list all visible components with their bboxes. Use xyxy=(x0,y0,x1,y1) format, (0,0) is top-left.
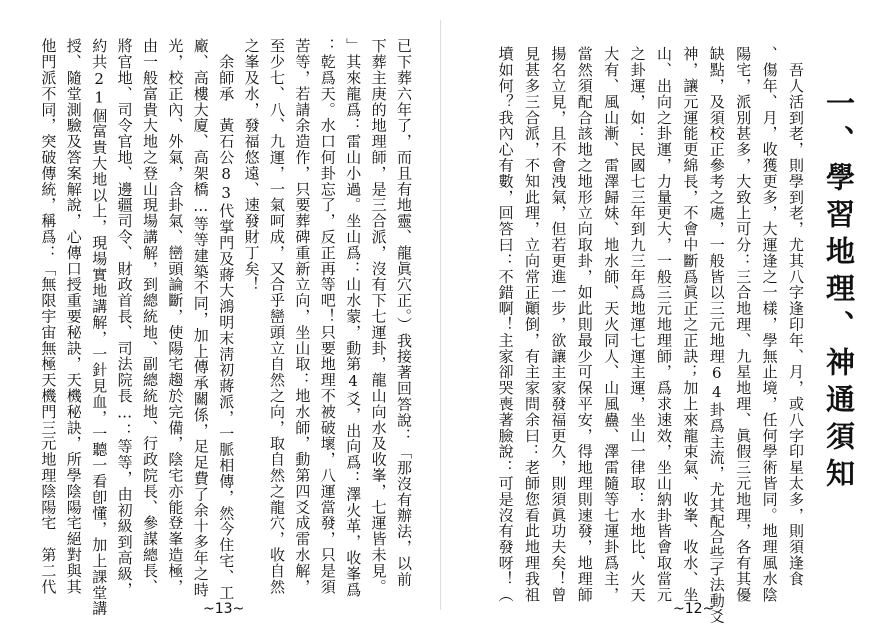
text-column: 揚名立見，且不會洩氣，但若更進一步，欲讓主家發福更久，則須眞功夫矣！曾 xyxy=(549,46,568,603)
text-column: 約共21個富貴大地以上，現場實地講解，一針見血，一聽一看卽懂，加上課堂講 xyxy=(90,38,109,617)
page-number: ~13~ xyxy=(203,601,245,617)
text-column: 吾人活到老，則學到老，尤其八字逢印年、月，或八字印星太多，則須逢食 xyxy=(787,46,805,587)
text-column: 當然須配合該地之地形立向取卦，如此則最少可保平安，得地理則速發，地理師 xyxy=(575,46,594,603)
text-column: 缺點，及須校正參考之處，一般皆以三元地理64卦爲主流，尤其配合些孑法動爻 xyxy=(707,46,726,625)
text-column: 已下葬六年了，而且有地靈、龍眞穴正。）我接著回答說：「那沒有辦法，以前 xyxy=(395,38,413,587)
text-column: 光，校正內、外氣，含卦氣、巒頭論斷，使陽宅趨於完備，陰宅亦能登峯造極， xyxy=(166,38,185,595)
text-column: 墳如何？我內心有數，回答曰：不錯啊！主家卻哭喪著臉說：可是沒有發呀！（ xyxy=(496,46,515,603)
text-column: 至少七、八、九運，一氣呵成，又合乎巒頭立自然之向，取自然之龍穴，收自然 xyxy=(268,38,286,595)
text-column: 他門派不同，突破傳統，稱爲：「無限宇宙無極天機門三元地理陰陽宅 第二代 xyxy=(39,38,58,595)
section-title: 一、學習地理、神通須知 xyxy=(822,88,856,495)
text-column: ：乾爲天。水口何卦忘了，反正再等吧！只要地理不被破壞，八運當發，只是須 xyxy=(318,38,337,595)
text-column: 由一般富貴大地之登山現場講解，到總統地、副總統地、行政院長、參謀總長、 xyxy=(141,38,159,595)
text-column: 授、隨堂測驗及答案解說，心傳口授重要秘訣，天機秘訣，所學陰陽宅絕對與其 xyxy=(64,38,83,595)
text-column: 見甚多三合派，不知此理，立向常正顚倒，有主家問余曰：老師您看此地理我祖 xyxy=(523,46,541,603)
text-column: 之卦運，如：民國七三年到九三年爲地運七運主運，坐山一律取：水地比、火天 xyxy=(628,46,647,603)
text-column: 大有、風山漸、雷澤歸妹、地水師、天火同人、山風蠱、澤雷隨等七運卦爲主， xyxy=(602,46,621,603)
text-column: 神，讓元運能更綿長，不會中斷爲眞正之正訣；加上來龍束氣、收峯、收水、坐 xyxy=(681,46,700,603)
text-column: 之峯及水，發福悠遠、速發財丁矣！ xyxy=(242,38,261,293)
page-number: ~12~ xyxy=(673,601,715,617)
text-column: 山、出向之卦運，力量更大，一般三元地理師，爲求速效，坐山納卦皆會取當元 xyxy=(655,46,673,603)
text-column: 將官地、司令官地、邊疆司令、財政首長、司法院長…：等等，由初級到高級， xyxy=(115,38,134,598)
text-column: 、傷年、月，收獲更多，大運逢之一樣，學無止境，任何學術皆同。地理風水陰 xyxy=(760,46,779,603)
text-column: 廠、高樓大廈、高架橋…等等建築不同，加上傳承關係，足足費了余十多年之時 xyxy=(191,38,210,598)
text-column: 陽宅，派別甚多，大致上可分：三合地理、九星地理、眞假三元地理，各有其優 xyxy=(734,46,753,603)
right-page xyxy=(441,0,882,629)
text-column: 下葬主庚的地理師，是三合派，沒有下七運卦，龍山向水及收峯，七運皆未見。 xyxy=(369,38,388,595)
text-column: 余師承 黃石公83代掌門及蔣大鴻明末淸初蔣派，一脈相傳，然今住宅、工 xyxy=(217,38,236,601)
text-column: 」其來龍爲：雷山小過。坐山爲：山水蒙，動第4爻，出向爲：澤火革，收峯爲 xyxy=(344,38,363,598)
text-column: 苦等，若請余造作，只要葬碑重新立向，坐山取：地水師，動第四爻成雷水解， xyxy=(293,38,312,595)
